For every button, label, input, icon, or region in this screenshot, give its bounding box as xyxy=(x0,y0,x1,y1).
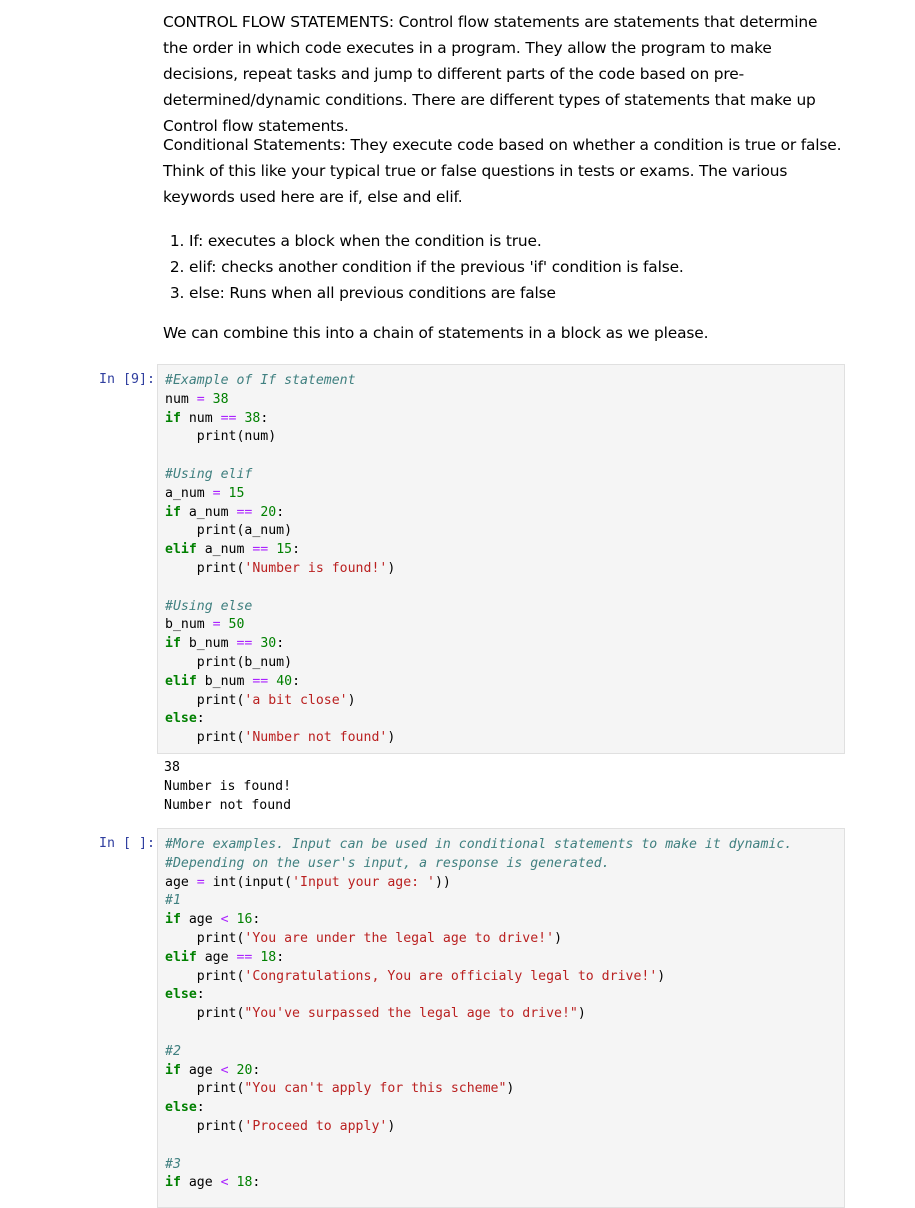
combine-paragraph: We can combine this into a chain of statements in a block as we please. xyxy=(163,324,709,342)
list-item: 1. If: executes a block when the condition is true. xyxy=(189,228,843,254)
code-editor[interactable]: #More examples. Input can be used in conditional statements to make it dynamic. #Depending on the user's input, a response is generated. age = int(input('Input your age: ')) #1 if age < 16: print('You are under the legal age to drive!') elif age == 18: print('Congratulations, You are officialy legal to drive!') else: print("You've surpassed the legal age to drive!") #2 if age < 20: print("You can't apply for this scheme") else: print('Proceed to apply') #3 if age < 18: xyxy=(165,837,793,1191)
cell-prompt: In [ ]: xyxy=(98,836,155,851)
keyword-list xyxy=(163,228,843,306)
markdown-intro xyxy=(163,9,843,139)
code-cell-2[interactable] xyxy=(157,828,845,1208)
markdown-conditionals xyxy=(163,132,843,210)
intro-paragraph: CONTROL FLOW STATEMENTS: Control flow statements are statements that determine the order in which code executes in a program. They allow the program to make decisions, repeat tasks and jump to different parts of the code based on pre-determined/dynamic conditions. There are different types of statements that make up Control flow statements. xyxy=(163,13,818,135)
list-item: 2. elif: checks another condition if the previous 'if' condition is false. xyxy=(189,254,843,280)
cell-output-1 xyxy=(157,759,845,815)
conditionals-paragraph: Conditional Statements: They execute code based on whether a condition is true or false. Think of this like your typical true or false questions in tests or exams. The various keywords used here are if, else and elif. xyxy=(163,136,842,206)
cell-prompt: In [9]: xyxy=(98,372,155,387)
markdown-combine xyxy=(163,320,843,346)
code-cell-1[interactable] xyxy=(157,364,845,754)
list-item: 3. else: Runs when all previous conditions are false xyxy=(189,280,843,306)
output-text: 38 Number is found! Number not found xyxy=(164,760,292,813)
code-editor[interactable]: #Example of If statement num = 38 if num == 38: print(num) #Using elif a_num = 15 if a_num == 20: print(a_num) elif a_num == 15: print('Number is found!') #Using else b_num = 50 if b_num == 30: print(b_num) elif b_num == 40: print('a bit close') else: print('Number not found') xyxy=(165,373,396,746)
